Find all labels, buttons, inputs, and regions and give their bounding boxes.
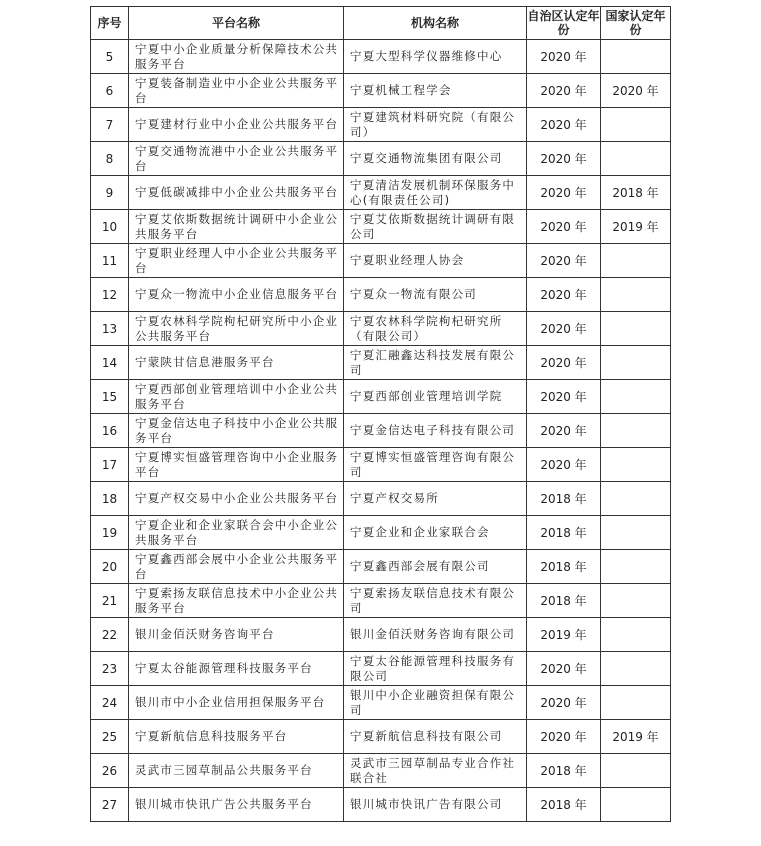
cell-platform-name: 宁夏交通物流港中小企业公共服务平台	[129, 142, 344, 176]
cell-regional-year: 2020 年	[527, 210, 601, 244]
cell-num: 27	[91, 788, 129, 822]
cell-regional-year: 2018 年	[527, 482, 601, 516]
table-row	[91, 754, 671, 788]
cell-platform-name: 宁夏职业经理人中小企业公共服务平台	[129, 244, 344, 278]
cell-platform-name: 宁蒙陕甘信息港服务平台	[129, 346, 344, 380]
cell-regional-year: 2020 年	[527, 142, 601, 176]
cell-platform-name: 宁夏中小企业质量分析保障技术公共服务平台	[129, 40, 344, 74]
cell-num: 6	[91, 74, 129, 108]
cell-national-year	[601, 414, 671, 448]
platform-table	[90, 6, 671, 822]
cell-national-year	[601, 550, 671, 584]
cell-org-name: 宁夏众一物流有限公司	[344, 278, 527, 312]
cell-regional-year: 2018 年	[527, 584, 601, 618]
table-row	[91, 380, 671, 414]
table-row	[91, 346, 671, 380]
cell-org-name: 宁夏建筑材料研究院（有限公司）	[344, 108, 527, 142]
table-row	[91, 788, 671, 822]
cell-org-name: 宁夏鑫西部会展有限公司	[344, 550, 527, 584]
cell-national-year	[601, 108, 671, 142]
cell-regional-year: 2020 年	[527, 108, 601, 142]
cell-regional-year: 2020 年	[527, 312, 601, 346]
cell-num: 25	[91, 720, 129, 754]
cell-platform-name: 灵武市三园草制品公共服务平台	[129, 754, 344, 788]
cell-national-year	[601, 652, 671, 686]
cell-regional-year: 2020 年	[527, 414, 601, 448]
cell-regional-year: 2020 年	[527, 652, 601, 686]
cell-num: 7	[91, 108, 129, 142]
cell-national-year	[601, 380, 671, 414]
cell-platform-name: 宁夏企业和企业家联合会中小企业公共服务平台	[129, 516, 344, 550]
table-row	[91, 244, 671, 278]
cell-org-name: 宁夏西部创业管理培训学院	[344, 380, 527, 414]
cell-org-name: 宁夏产权交易所	[344, 482, 527, 516]
cell-num: 17	[91, 448, 129, 482]
table-row	[91, 482, 671, 516]
cell-national-year	[601, 244, 671, 278]
cell-platform-name: 宁夏西部创业管理培训中小企业公共服务平台	[129, 380, 344, 414]
cell-num: 9	[91, 176, 129, 210]
table-row	[91, 618, 671, 652]
table-row	[91, 720, 671, 754]
cell-platform-name: 宁夏低碳减排中小企业公共服务平台	[129, 176, 344, 210]
cell-regional-year: 2020 年	[527, 176, 601, 210]
cell-national-year	[601, 754, 671, 788]
cell-national-year	[601, 516, 671, 550]
cell-regional-year: 2018 年	[527, 516, 601, 550]
table-row	[91, 550, 671, 584]
cell-org-name: 宁夏汇融鑫达科技发展有限公司	[344, 346, 527, 380]
cell-platform-name: 宁夏新航信息科技服务平台	[129, 720, 344, 754]
cell-org-name: 银川金佰沃财务咨询有限公司	[344, 618, 527, 652]
table-row	[91, 108, 671, 142]
cell-national-year	[601, 448, 671, 482]
cell-org-name: 宁夏企业和企业家联合会	[344, 516, 527, 550]
cell-num: 13	[91, 312, 129, 346]
cell-platform-name: 宁夏农林科学院枸杞研究所中小企业公共服务平台	[129, 312, 344, 346]
cell-national-year	[601, 482, 671, 516]
cell-org-name: 宁夏博实恒盛管理咨询有限公司	[344, 448, 527, 482]
cell-national-year	[601, 584, 671, 618]
cell-org-name: 银川城市快讯广告有限公司	[344, 788, 527, 822]
table-row	[91, 74, 671, 108]
cell-org-name: 灵武市三园草制品专业合作社联合社	[344, 754, 527, 788]
cell-national-year	[601, 686, 671, 720]
cell-platform-name: 宁夏太谷能源管理科技服务平台	[129, 652, 344, 686]
cell-org-name: 宁夏索扬友联信息技术有限公司	[344, 584, 527, 618]
table-header-row	[91, 7, 671, 40]
cell-org-name: 宁夏机械工程学会	[344, 74, 527, 108]
table-row	[91, 278, 671, 312]
cell-num: 14	[91, 346, 129, 380]
cell-num: 19	[91, 516, 129, 550]
cell-org-name: 宁夏新航信息科技有限公司	[344, 720, 527, 754]
cell-national-year	[601, 142, 671, 176]
cell-national-year: 2019 年	[601, 720, 671, 754]
header-org: 机构名称	[344, 7, 527, 40]
cell-platform-name: 宁夏艾依斯数据统计调研中小企业公共服务平台	[129, 210, 344, 244]
cell-num: 11	[91, 244, 129, 278]
cell-platform-name: 宁夏产权交易中小企业公共服务平台	[129, 482, 344, 516]
cell-num: 12	[91, 278, 129, 312]
cell-org-name: 宁夏大型科学仪器维修中心	[344, 40, 527, 74]
cell-num: 16	[91, 414, 129, 448]
cell-national-year: 2020 年	[601, 74, 671, 108]
table-row	[91, 686, 671, 720]
cell-platform-name: 宁夏建材行业中小企业公共服务平台	[129, 108, 344, 142]
cell-num: 22	[91, 618, 129, 652]
cell-num: 5	[91, 40, 129, 74]
cell-national-year: 2018 年	[601, 176, 671, 210]
table-row	[91, 176, 671, 210]
table-row	[91, 584, 671, 618]
cell-national-year	[601, 40, 671, 74]
header-regional-year: 自治区认定年份	[527, 7, 601, 40]
table-row	[91, 142, 671, 176]
cell-national-year	[601, 346, 671, 380]
table-row	[91, 40, 671, 74]
header-platform: 平台名称	[129, 7, 344, 40]
cell-national-year	[601, 278, 671, 312]
table-row	[91, 652, 671, 686]
cell-num: 24	[91, 686, 129, 720]
header-national-year: 国家认定年份	[601, 7, 671, 40]
cell-num: 18	[91, 482, 129, 516]
cell-org-name: 银川中小企业融资担保有限公司	[344, 686, 527, 720]
cell-platform-name: 宁夏鑫西部会展中小企业公共服务平台	[129, 550, 344, 584]
cell-regional-year: 2020 年	[527, 686, 601, 720]
cell-org-name: 宁夏艾依斯数据统计调研有限公司	[344, 210, 527, 244]
cell-platform-name: 银川城市快讯广告公共服务平台	[129, 788, 344, 822]
cell-regional-year: 2019 年	[527, 618, 601, 652]
cell-regional-year: 2020 年	[527, 346, 601, 380]
cell-num: 21	[91, 584, 129, 618]
cell-regional-year: 2020 年	[527, 244, 601, 278]
cell-org-name: 宁夏清洁发展机制环保服务中心(有限责任公司)	[344, 176, 527, 210]
cell-national-year	[601, 312, 671, 346]
table-row	[91, 448, 671, 482]
cell-num: 26	[91, 754, 129, 788]
cell-num: 10	[91, 210, 129, 244]
cell-platform-name: 宁夏索扬友联信息技术中小企业公共服务平台	[129, 584, 344, 618]
cell-regional-year: 2018 年	[527, 788, 601, 822]
cell-org-name: 宁夏农林科学院枸杞研究所（有限公司）	[344, 312, 527, 346]
cell-platform-name: 银川金佰沃财务咨询平台	[129, 618, 344, 652]
cell-org-name: 宁夏太谷能源管理科技服务有限公司	[344, 652, 527, 686]
cell-platform-name: 银川市中小企业信用担保服务平台	[129, 686, 344, 720]
header-num: 序号	[91, 7, 129, 40]
cell-regional-year: 2020 年	[527, 448, 601, 482]
cell-num: 8	[91, 142, 129, 176]
cell-regional-year: 2020 年	[527, 40, 601, 74]
cell-national-year	[601, 788, 671, 822]
cell-org-name: 宁夏交通物流集团有限公司	[344, 142, 527, 176]
table-row	[91, 312, 671, 346]
cell-num: 20	[91, 550, 129, 584]
cell-regional-year: 2020 年	[527, 74, 601, 108]
cell-national-year	[601, 618, 671, 652]
cell-platform-name: 宁夏博实恒盛管理咨询中小企业服务平台	[129, 448, 344, 482]
cell-num: 15	[91, 380, 129, 414]
cell-regional-year: 2020 年	[527, 720, 601, 754]
table-row	[91, 414, 671, 448]
cell-num: 23	[91, 652, 129, 686]
table-row	[91, 516, 671, 550]
cell-regional-year: 2020 年	[527, 380, 601, 414]
cell-platform-name: 宁夏众一物流中小企业信息服务平台	[129, 278, 344, 312]
table-body	[91, 40, 671, 822]
cell-regional-year: 2018 年	[527, 754, 601, 788]
cell-platform-name: 宁夏装备制造业中小企业公共服务平台	[129, 74, 344, 108]
cell-platform-name: 宁夏金信达电子科技中小企业公共服务平台	[129, 414, 344, 448]
cell-regional-year: 2020 年	[527, 278, 601, 312]
table-row	[91, 210, 671, 244]
cell-org-name: 宁夏职业经理人协会	[344, 244, 527, 278]
cell-national-year: 2019 年	[601, 210, 671, 244]
cell-regional-year: 2018 年	[527, 550, 601, 584]
cell-org-name: 宁夏金信达电子科技有限公司	[344, 414, 527, 448]
